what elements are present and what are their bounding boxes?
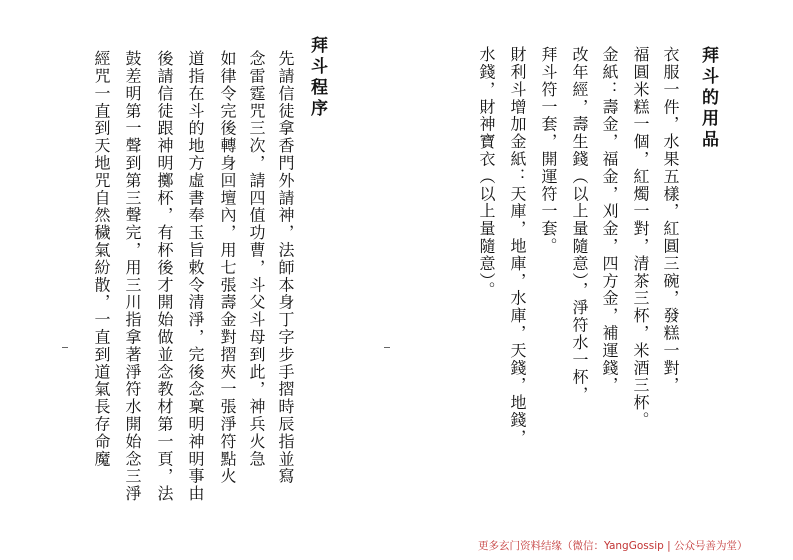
right-page-line-6: 財利斗增加金紙：天庫，地庫，水庫，天錢，地錢， (508, 46, 527, 447)
right-page-line-5: 拜斗符一套，開運符一套。 (539, 46, 558, 255)
right-page-line-4: 改年經，壽生錢（以上量隨意），淨符水一杯， (570, 46, 589, 404)
left-page-line-7: 經咒一直到天地咒自然穢氣紛散，一直到道氣長存命魔 (92, 50, 111, 468)
center-edge-mark (384, 347, 390, 348)
right-page-line-2: 福圓米糕一個，紅燭一對，清茶三杯，米酒三杯。 (631, 46, 650, 429)
right-page-title: 拜斗的用品 (698, 46, 718, 151)
footer-watermark: 更多玄门资料结缘（微信：YangGossip | 公众号善为堂） (478, 540, 748, 552)
left-page-line-1: 先請信徒拿香門外請神，法師本身丁字步手摺時辰指並寫 (276, 50, 295, 485)
left-page-line-3: 如律令完後轉身回壇內，用七張壽金對摺夾一張淨符點火 (218, 50, 237, 485)
left-page-line-6: 鼓差明第一聲到第三聲完，用三川指拿著淨符水開始念三淨 (123, 50, 142, 503)
left-page-title: 拜斗程序 (307, 36, 327, 120)
left-page-line-5: 後請信徒跟神明擲杯，有杯後才開始做並念教材第一頁，法 (155, 50, 174, 503)
right-page-line-1: 衣服一件，水果五樣，紅圓三碗，發糕一對， (661, 46, 680, 394)
left-edge-mark (62, 347, 68, 348)
right-page-line-3: 金紙：壽金，福金，刈金，四方金，補運錢， (600, 46, 619, 394)
right-page-line-7: 水錢，財神寶衣（以上量隨意）。 (477, 46, 496, 299)
left-page-line-2: 念雷霆咒三次，請四值功曹，斗父斗母到此，神兵火急 (247, 50, 266, 468)
left-page-line-4: 道指在斗的地方虛書奉玉旨敕令清淨，完後念稟明神明事由 (186, 50, 205, 503)
